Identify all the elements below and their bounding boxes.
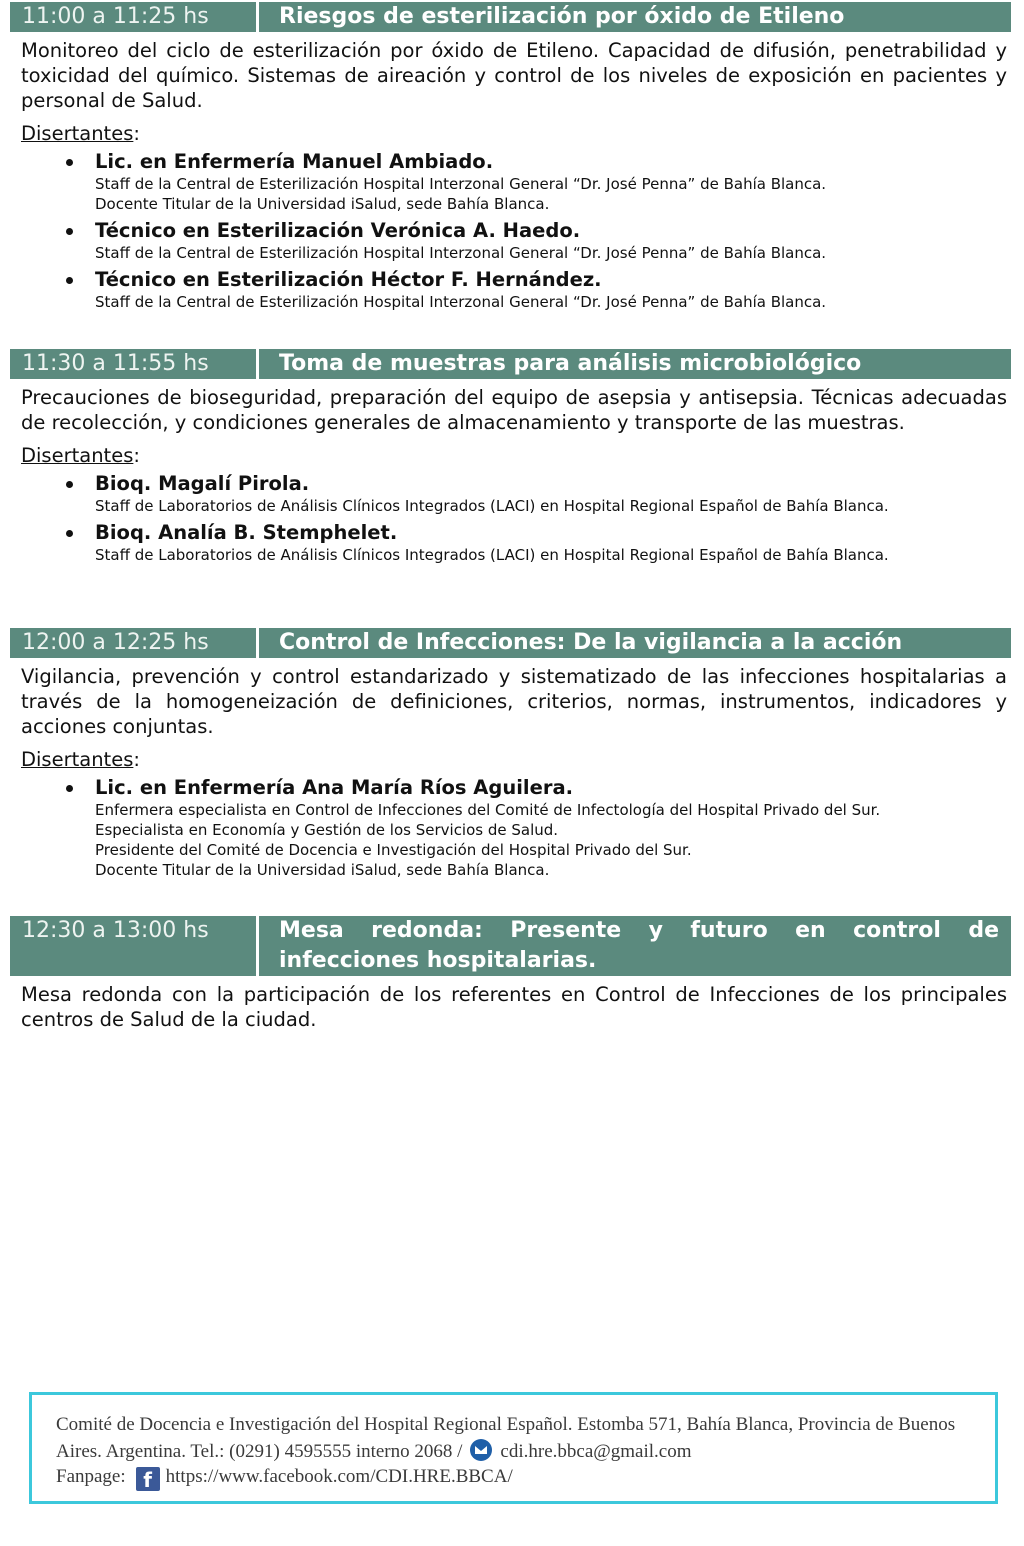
session-time: 11:00 a 11:25 hs bbox=[22, 4, 209, 29]
footer-address: Comité de Docencia e Investigación del Hospital Regional Español. Estomba 571, Bahía Blanca, Provincia de Buenos bbox=[56, 1414, 956, 1435]
speakers-label: Disertantes: bbox=[21, 122, 140, 145]
footer-email[interactable]: cdi.hre.bbca@gmail.com bbox=[500, 1441, 692, 1462]
speaker-item bbox=[10, 520, 1011, 565]
session-3 bbox=[10, 628, 1011, 884]
fanpage-label: Fanpage: bbox=[56, 1466, 126, 1487]
speakers-label: Disertantes: bbox=[21, 444, 140, 467]
session-2 bbox=[10, 349, 1011, 569]
speaker-role: Staff de la Central de Esterilización Hospital Interzonal General “Dr. José Penna” de Bahía Blanca. bbox=[95, 293, 827, 311]
bullet-icon bbox=[66, 481, 73, 488]
speaker-role: Staff de la Central de Esterilización Hospital Interzonal General “Dr. José Penna” de Bahía Blanca. bbox=[95, 244, 827, 262]
speaker-name: Técnico en Esterilización Héctor F. Hernández. bbox=[95, 268, 602, 291]
facebook-icon: f bbox=[136, 1467, 160, 1491]
session-description: Precauciones de bioseguridad, preparación del equipo de asepsia y antisepsia. Técnicas adecuadas de recolección, y condiciones generales de almacenamiento y transporte de las muestras. bbox=[21, 386, 1007, 434]
speaker-role: Docente Titular de la Universidad iSalud, sede Bahía Blanca. bbox=[95, 861, 550, 879]
footer-phone: Aires. Argentina. Tel.: (0291) 4595555 interno 2068 / bbox=[56, 1441, 463, 1462]
contact-footer bbox=[29, 1392, 998, 1504]
session-header bbox=[10, 2, 1011, 32]
session-title: Control de Infecciones: De la vigilancia a la acción bbox=[279, 630, 903, 655]
speaker-role: Staff de Laboratorios de Análisis Clínicos Integrados (LACI) en Hospital Regional Español de Bahía Blanca. bbox=[95, 546, 889, 564]
speaker-role: Enfermera especialista en Control de Infecciones del Comité de Infectología del Hospital Privado del Sur. bbox=[95, 801, 881, 819]
speaker-item bbox=[10, 471, 1011, 516]
bullet-icon bbox=[66, 530, 73, 537]
speaker-item bbox=[10, 267, 1011, 312]
session-description: Monitoreo del ciclo de esterilización por óxido de Etileno. Capacidad de difusión, penetrabilidad y toxicidad del químico. Sistemas de aireación y control de los niveles de exposición en pacientes y personal de Salud. bbox=[21, 39, 1007, 112]
session-header bbox=[10, 916, 1011, 976]
speaker-role: Docente Titular de la Universidad iSalud, sede Bahía Blanca. bbox=[95, 195, 550, 213]
session-description: Vigilancia, prevención y control estandarizado y sistematizado de las infecciones hospitalarias a través de la homogeneización de definiciones, criterios, normas, instrumentos, indicadores y acciones conjuntas. bbox=[21, 665, 1007, 738]
speaker-name: Bioq. Analía B. Stemphelet. bbox=[95, 521, 398, 544]
session-time: 11:30 a 11:55 hs bbox=[22, 351, 209, 376]
session-1 bbox=[10, 2, 1011, 316]
speaker-role: Staff de la Central de Esterilización Hospital Interzonal General “Dr. José Penna” de Bahía Blanca. bbox=[95, 175, 827, 193]
bullet-icon bbox=[66, 228, 73, 235]
speaker-name: Bioq. Magalí Pirola. bbox=[95, 472, 310, 495]
session-header bbox=[10, 628, 1011, 658]
speaker-item bbox=[10, 218, 1011, 263]
bullet-icon bbox=[66, 277, 73, 284]
fanpage-link[interactable]: https://www.facebook.com/CDI.HRE.BBCA/ bbox=[165, 1466, 513, 1487]
speaker-role: Presidente del Comité de Docencia e Investigación del Hospital Privado del Sur. bbox=[95, 841, 692, 859]
speaker-list bbox=[10, 471, 1011, 565]
email-icon bbox=[470, 1439, 492, 1461]
speaker-role: Especialista en Economía y Gestión de los Servicios de Salud. bbox=[95, 821, 559, 839]
session-time: 12:30 a 13:00 hs bbox=[22, 918, 209, 943]
speaker-name: Lic. en Enfermería Manuel Ambiado. bbox=[95, 150, 494, 173]
speaker-role: Staff de Laboratorios de Análisis Clínicos Integrados (LACI) en Hospital Regional Español de Bahía Blanca. bbox=[95, 497, 889, 515]
bullet-icon bbox=[66, 159, 73, 166]
bullet-icon bbox=[66, 785, 73, 792]
session-time: 12:00 a 12:25 hs bbox=[22, 630, 209, 655]
session-title: Toma de muestras para análisis microbiológico bbox=[279, 351, 862, 376]
session-title: Riesgos de esterilización por óxido de Etileno bbox=[279, 4, 845, 29]
speaker-item bbox=[10, 149, 1011, 214]
session-header bbox=[10, 349, 1011, 379]
speaker-name: Lic. en Enfermería Ana María Ríos Aguilera. bbox=[95, 776, 574, 799]
footer-fanpage-line bbox=[56, 1465, 513, 1491]
session-description: Mesa redonda con la participación de los referentes en Control de Infecciones de los principales centros de Salud de la ciudad. bbox=[21, 983, 1007, 1031]
speakers-label: Disertantes: bbox=[21, 748, 140, 771]
speaker-list bbox=[10, 149, 1011, 312]
session-4 bbox=[10, 916, 1011, 1032]
speaker-name: Técnico en Esterilización Verónica A. Haedo. bbox=[95, 219, 581, 242]
speaker-item bbox=[10, 775, 1011, 880]
speaker-list bbox=[10, 775, 1011, 880]
footer-phone-line bbox=[56, 1439, 692, 1464]
session-title: Mesa redonda: Presente y futuro en control de infecciones hospitalarias. bbox=[279, 918, 999, 973]
